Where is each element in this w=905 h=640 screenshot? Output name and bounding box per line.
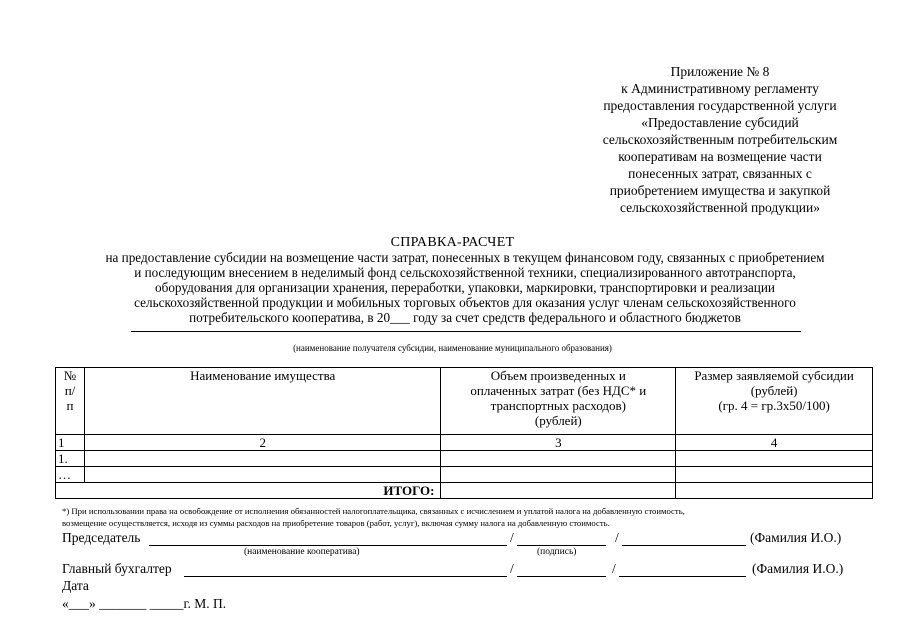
chairman-slash: /: [615, 530, 619, 545]
row-num: 1.: [56, 451, 85, 467]
coop-caption: (наименование кооператива): [244, 547, 360, 557]
description-line: оборудования для организации хранения, переработки, упаковки, маркировки, транспортировки и реализации: [155, 280, 775, 295]
accountant-signature-line[interactable]: [517, 576, 606, 577]
header-volume-line: транспортных расходов): [490, 398, 626, 413]
total-volume-cell[interactable]: [441, 483, 676, 499]
header-volume-line: (рублей): [534, 413, 582, 428]
table-row: [56, 451, 873, 467]
row-name-cell[interactable]: [84, 451, 441, 467]
header-size: [676, 368, 873, 435]
header-num-line: п: [66, 398, 74, 413]
header-volume-line: оплаченных затрат (без НДС* и: [470, 383, 647, 398]
column-number: 4: [676, 435, 873, 451]
appendix-header: [560, 63, 880, 216]
chairman-label: Председатель: [62, 530, 141, 545]
appendix-line: понесенных затрат, связанных с: [628, 166, 812, 181]
row-name-cell[interactable]: [84, 467, 441, 483]
header-size-line: (гр. 4 = гр.3х50/100): [718, 398, 830, 413]
column-number-row: [56, 435, 873, 451]
row-num: …: [56, 467, 85, 483]
signature-caption: (подпись): [537, 547, 577, 557]
chairman-coop-line[interactable]: [149, 545, 507, 546]
accountant-label: Главный бухгалтер: [62, 561, 172, 576]
row-volume-cell[interactable]: [441, 451, 676, 467]
appendix-line: предоставления государственной услуги: [603, 98, 837, 113]
header-num-line: №: [63, 368, 77, 383]
column-number: 2: [84, 435, 441, 451]
header-num: [56, 368, 85, 435]
header-size-line: Размер заявляемой субсидии: [694, 368, 854, 383]
description-line: на предоставление субсидии на возмещение части затрат, понесенных в текущем финансовом году, связанных с приобретением: [105, 250, 825, 265]
table-header-row: [56, 368, 873, 435]
table-row: [56, 467, 873, 483]
appendix-line: сельскохозяйственной продукции»: [620, 200, 820, 215]
chairman-slash: /: [510, 530, 514, 545]
appendix-line: к Административному регламенту: [621, 81, 819, 96]
date-label: Дата: [62, 578, 89, 593]
header-size-line: (рублей): [750, 383, 798, 398]
description-line: сельскохозяйственной продукции и мобильных торговых объектов для оказания услуг членам сельскохозяйственного: [134, 295, 796, 310]
description-line: и последующим внесением в неделимый фонд сельскохозяйственной техники, специализированного автотранспорта,: [134, 265, 796, 280]
date-field[interactable]: «___» _______ _____г. М. П.: [62, 596, 227, 611]
header-name-text: Наименование имущества: [190, 368, 336, 383]
appendix-line: приобретением имущества и закупкой: [609, 183, 831, 198]
column-number: 3: [441, 435, 676, 451]
header-volume-line: Объем произведенных и: [490, 368, 626, 383]
subsidy-table: [55, 367, 873, 499]
appendix-line: сельскохозяйственным потребительским: [602, 132, 838, 147]
recipient-field-line[interactable]: [131, 331, 801, 332]
footnote-line: *) При использовании права на освобождение от исполнения обязанностей налогоплательщика, связанных с исчислением и уплатой налога на добавленную стоимость,: [62, 506, 685, 516]
accountant-slash: /: [510, 561, 514, 576]
total-row: [56, 483, 873, 499]
document-title: СПРАВКА-РАСЧЕТ: [390, 235, 515, 250]
footnote: [62, 505, 877, 529]
accountant-name-caption: (Фамилия И.О.): [752, 561, 844, 576]
appendix-line: Приложение № 8: [670, 64, 770, 79]
description-line: потребительского кооператива, в 20___ году за счет средств федерального и областного бюджетов: [189, 310, 741, 325]
header-num-line: п/: [64, 383, 76, 398]
total-label: ИТОГО:: [56, 483, 441, 499]
document-description: [40, 250, 890, 325]
accountant-slash: /: [612, 561, 616, 576]
appendix-line: кооперативам на возмещение части: [618, 149, 822, 164]
recipient-caption: (наименование получателя субсидии, наименование муниципального образования): [293, 343, 612, 353]
chairman-name-line[interactable]: [622, 545, 746, 546]
chairman-name-caption: (Фамилия И.О.): [750, 530, 842, 545]
column-number: 1: [56, 435, 85, 451]
header-name: [84, 368, 441, 435]
chairman-signature-line[interactable]: [517, 545, 606, 546]
appendix-line: «Предоставление субсидий: [641, 115, 799, 130]
row-volume-cell[interactable]: [441, 467, 676, 483]
row-size-cell[interactable]: [676, 467, 873, 483]
header-volume: [441, 368, 676, 435]
accountant-name-line[interactable]: [619, 576, 746, 577]
total-size-cell[interactable]: [676, 483, 873, 499]
row-size-cell[interactable]: [676, 451, 873, 467]
footnote-line: возмещение осуществляется, исходя из суммы расходов на приобретение товаров (работ, услуг), включая сумму налога на добавленную стоимость.: [62, 518, 610, 528]
accountant-coop-line[interactable]: [184, 576, 507, 577]
